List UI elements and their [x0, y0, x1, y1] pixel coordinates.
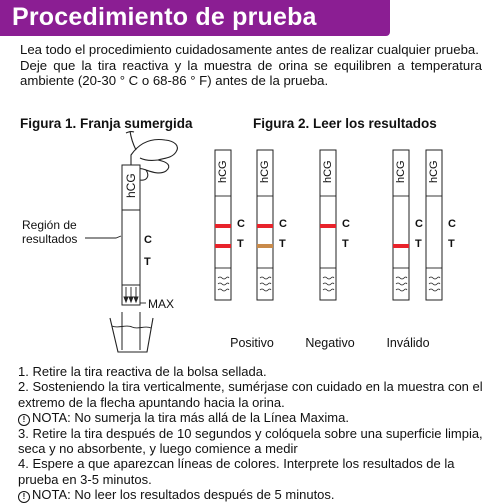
- page-title: Procedimiento de prueba: [12, 3, 317, 31]
- test-line-mark: [257, 244, 273, 248]
- intro-line-2: Deje que la tira reactiva y la muestra de orina se equilibren a temperatura ambiente (20-30 ° C o 68-86 ° F) antes de la prueba.: [20, 57, 482, 88]
- warning-icon: !: [18, 414, 30, 426]
- strip-t-label: T: [279, 238, 286, 250]
- control-line-mark: [215, 224, 231, 228]
- step-1: 1. Retire la tira reactiva de la bolsa sellada.: [18, 364, 267, 379]
- intro-line-1: Lea todo el procedimiento cuidadosamente antes de realizar cualquier prueba.: [20, 42, 479, 57]
- figure2-title: Figura 2. Leer los resultados: [253, 116, 437, 131]
- strip-t-label: T: [237, 238, 244, 250]
- result-label: Negativo: [305, 336, 355, 350]
- step-2: 2. Sosteniendo la tira verticalmente, sumérjase con cuidado en la muestra con el extremo de la flecha apuntando hacia la orina.: [18, 379, 483, 410]
- strip-t-label: T: [448, 238, 455, 250]
- figure1-t-label: T: [144, 256, 151, 268]
- test-line-mark: [215, 244, 231, 248]
- strip-hcg-label: hCG: [428, 160, 440, 183]
- step-4: 4. Espere a que aparezcan líneas de colores. Interprete los resultados de la prueba en 3-5 minutos.: [18, 456, 455, 487]
- max-label: MAX: [148, 297, 175, 311]
- strip-c-label: C: [342, 218, 350, 230]
- strip-hcg-label: hCG: [217, 160, 229, 183]
- strip-c-label: C: [279, 218, 287, 230]
- figure1-hcg-label: hCG: [124, 173, 138, 198]
- test-line-mark: [393, 244, 409, 248]
- control-line-mark: [257, 224, 273, 228]
- figure1-title: Figura 1. Franja sumergida: [20, 116, 193, 131]
- note-2: ! NOTA: No leer los resultados después de 5 minutos.: [18, 487, 492, 503]
- control-line-mark: [320, 224, 336, 228]
- note-1: ! NOTA: No sumerja la tira más allá de la Línea Maxima.: [18, 410, 492, 426]
- result-region-label: Región de resultados: [22, 218, 78, 246]
- strip-hcg-label: hCG: [259, 160, 271, 183]
- strip-c-label: C: [237, 218, 245, 230]
- step-3: 3. Retire la tira después de 10 segundos y colóquela sobre una superficie limpia, seca y no absorbente, y luego comience a medir: [18, 425, 483, 457]
- steps-list: [18, 364, 492, 503]
- strip-c-label: C: [415, 218, 423, 230]
- strip-t-label: T: [342, 238, 349, 250]
- warning-icon: !: [18, 491, 30, 503]
- strip-c-label: C: [448, 218, 456, 230]
- strip-hcg-label: hCG: [322, 160, 334, 183]
- result-label: Positivo: [230, 336, 274, 350]
- figure1-c-label: C: [144, 234, 152, 246]
- strip-hcg-label: hCG: [395, 160, 407, 183]
- strip-t-label: T: [415, 238, 422, 250]
- result-label: Inválido: [386, 336, 430, 350]
